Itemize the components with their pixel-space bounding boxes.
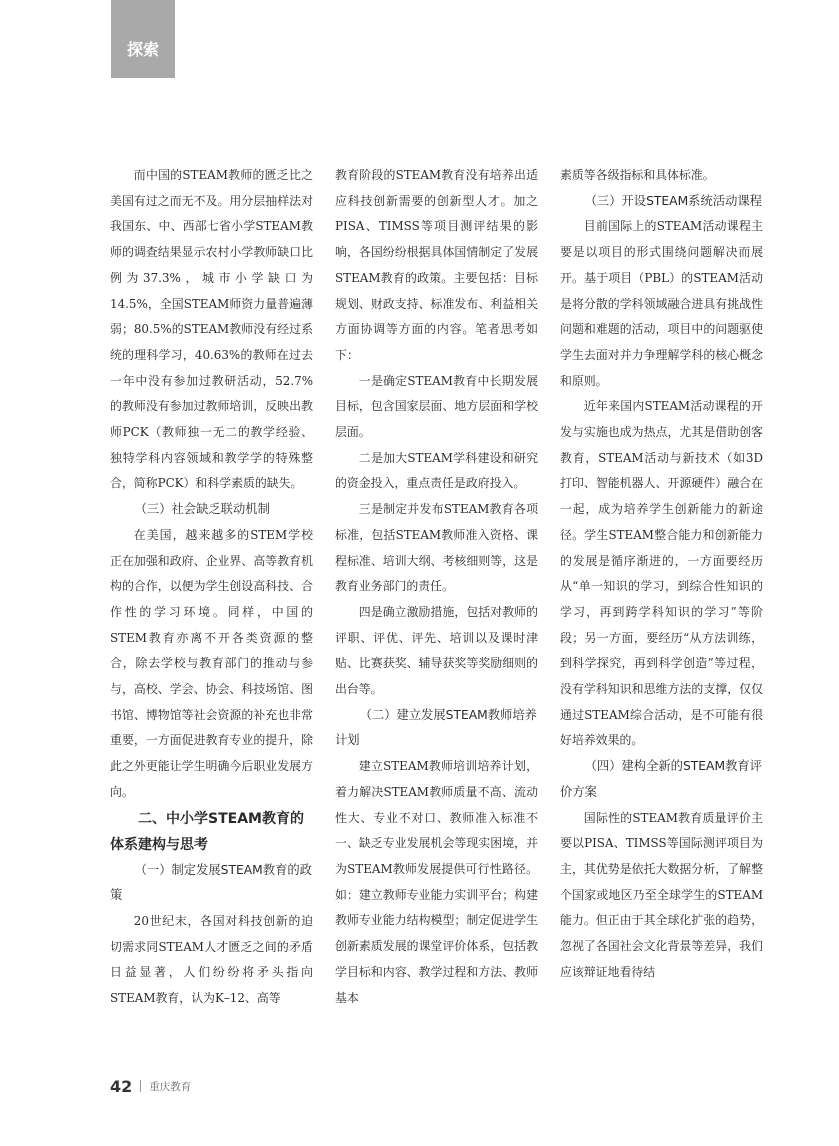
paragraph: 建立STEAM教师培训培养计划，着力解决STEAM教师质量不高、流动性大、专业不对口、教师准入标准不一、缺乏专业发展机会等现实困境，并为STEAM教师发展提供可行性路径。如：建立教师专业能力实训平台；构建教师专业能力结构模型；制定促进学生创新素质发展的课堂评价体系，包括教学目标和内容、教学过程和方法、教师基本 (335, 759, 538, 1005)
subheading: （一）制定发展STEAM教育的政策 (110, 862, 312, 903)
section-tag (111, 0, 175, 78)
paragraph: 近年来国内STEAM活动课程的开发与实施也成为热点，尤其是借助创客教育，STEAM活动与新技术（如3D打印、智能机器人、开源硬件）融合在一起，成为培养学生创新能力的新途径。学生STEAM整合能力和创新能力的发展是循序渐进的，一方面要经历从“单一知识的学习，到综合性知识的学习，再到跨学科知识的学习”等阶段；另一方面，要经历“从方法训练，到科学探究，再到科学创造”等过程，没有学科知识和思维方法的支撑，仅仅通过STEAM综合活动，是不可能有很好培养效果的。 (560, 399, 763, 748)
paragraph: 而中国的STEAM教师的匮乏比之美国有过之而无不及。用分层抽样法对我国东、中、西部七省小学STEAM教师的调查结果显示农村小学教师缺口比例为37.3%，城市小学缺口为14.5%，全国STEAM师资力量普遍薄弱；80.5%的STEAM教师没有经过系统的理科学习，40.63%的教师在过去一年中没有参加过教研活动，52.7%的教师没有参加过教师培训，反映出教师PCK（教师独一无二的教学经验、独特学科内容领域和教学学的特殊整合，简称PCK）和科学素质的缺失。 (110, 168, 313, 491)
paragraph: 四是确立激励措施，包括对教师的评职、评优、评先、培训以及课时津贴、比赛获奖、辅导获奖等奖励细则的出台等。 (335, 604, 538, 697)
paragraph: 20世纪末，各国对科技创新的迫切需求同STEAM人才匮乏之间的矛盾日益显著，人们纷纷将矛头指向STEAM教育，认为K–12、高等 (110, 913, 313, 1006)
paragraph: 在美国，越来越多的STEM学校正在加强和政府、企业界、高等教育机构的合作，以便为学生创设高科技、合作性的学习环境。同样，中国的STEM教育亦离不开各类资源的整合，除去学校与教育部门的推动与参与，高校、学会、协会、科技场馆、图书馆、博物馆等社会资源的补充也非常重要，一方面促进教育专业的提升，除此之外更能让学生明确今后职业发展方向。 (110, 527, 313, 799)
subheading: （三）开设STEAM系统活动课程 (584, 193, 762, 208)
subheading: （二）建立发展STEAM教师培养计划 (335, 707, 537, 748)
paragraph: 国际性的STEAM教育质量评价主要以PISA、TIMSS等国际测评项目为主，其优势是依托大数据分析，了解整个国家或地区乃至全球学生的STEAM能力。但正由于其全球化扩张的趋势，忽视了各国社会文化背景等差异，我们应该辩证地看待结 (560, 810, 763, 979)
page-footer (110, 1076, 191, 1096)
paragraph: 目前国际上的STEAM活动课程主要是以项目的形式围绕问题解决而展开。基于项目（PBL）的STEAM活动是将分散的学科领域融合进具有挑战性问题和难题的活动，项目中的问题驱使学生去面对并力争理解学科的核心概念和原则。 (560, 219, 763, 388)
section-tag-label: 探索 (126, 40, 159, 59)
paragraph: 二是加大STEAM学科建设和研究的资金投入，重点责任是政府投入。 (335, 450, 538, 491)
paragraph: 一是确定STEAM教育中长期发展目标，包含国家层面、地方层面和学校层面。 (335, 373, 538, 440)
paragraph: 三是制定并发布STEAM教育各项标准，包括STEAM教师准入资格、课程标准、培训大纲、考核细则等，这是教育业务部门的责任。 (335, 502, 538, 594)
footer-divider (140, 1080, 141, 1092)
paragraph: 素质等各级指标和具体标准。 (560, 168, 715, 182)
subheading: （四）建构全新的STEAM教育评价方案 (560, 759, 762, 799)
article-column-1 (110, 163, 313, 1012)
paragraph: 教育阶段的STEAM教育没有培养出适应科技创新需要的创新型人才。加之PISA、TIMSS等项目测评结果的影响，各国纷纷根据具体国情制定了发展STEAM教育的政策。主要包括：目标规划、财政支持、标准发布、利益相关方面协调等方面的内容。笔者思考如下： (335, 168, 538, 362)
article-column-2 (335, 163, 538, 1011)
page-number: 42 (110, 1076, 133, 1096)
magazine-name: 重庆教育 (149, 1080, 192, 1093)
subheading: （三）社会缺乏联动机制 (134, 502, 270, 517)
section-heading: 二、中小学STEAM教育的体系建构与思考 (110, 810, 304, 853)
article-column-3 (560, 163, 763, 986)
